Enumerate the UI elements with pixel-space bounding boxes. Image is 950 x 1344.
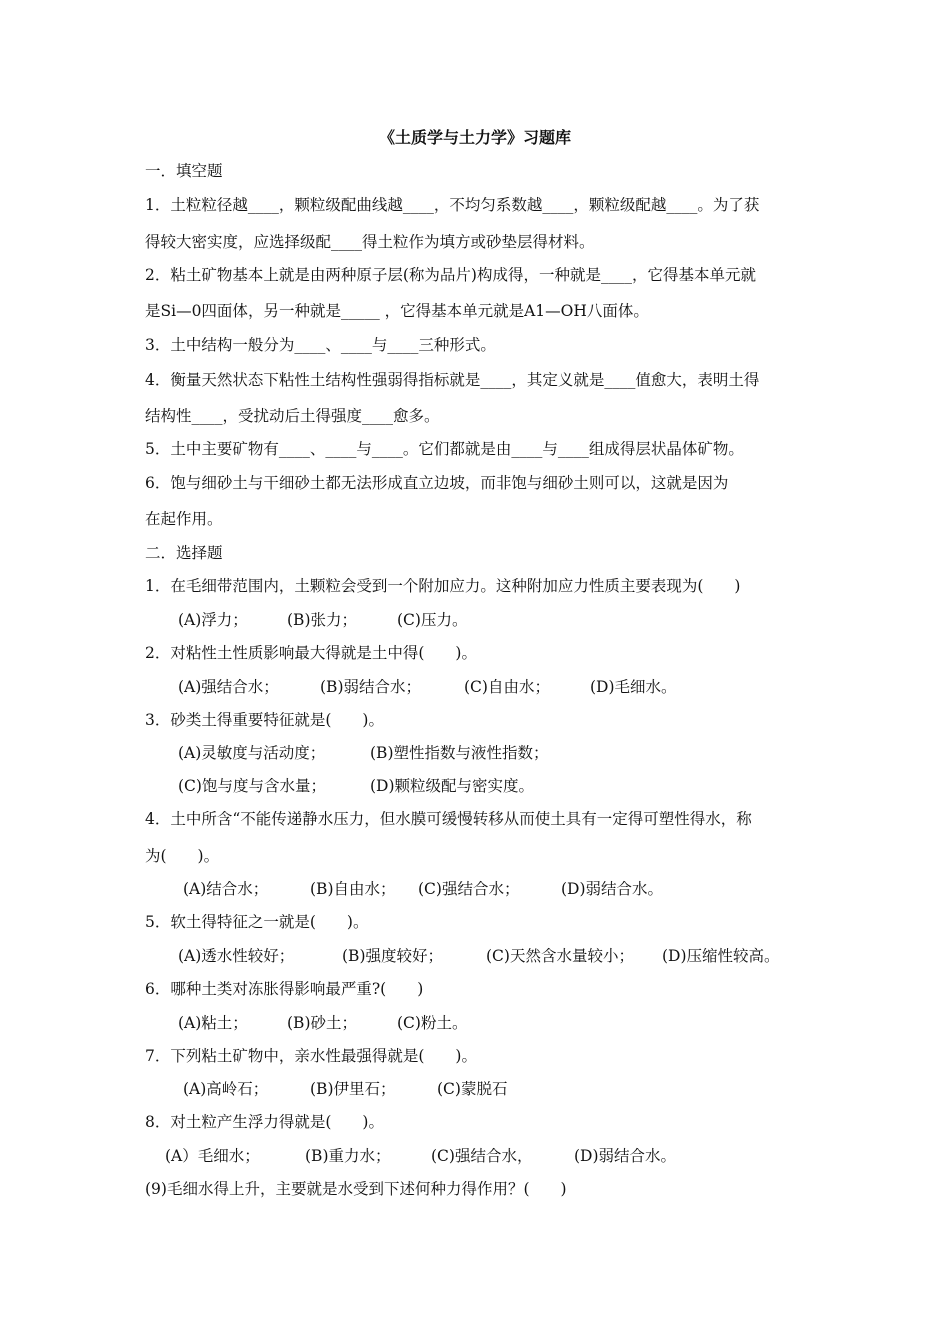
choice-6-option-c: (C)粉土。: [397, 1014, 468, 1032]
choice-2-option-c: (C)自由水；: [464, 678, 550, 696]
choice-3-option-a: (A)灵敏度与活动度；: [178, 744, 326, 762]
section-heading-choice: 二．选择题: [145, 544, 223, 562]
choice-1-option-b: (B)张力；: [287, 611, 357, 629]
question-3: 3．土中结构一般分为____、____与____三种形式。: [145, 336, 496, 354]
choice-8-option-c: (C)强结合水，: [431, 1147, 533, 1165]
choice-5-option-b: (B)强度较好；: [342, 947, 443, 965]
question-4-line-2: 结构性____，受扰动后土得强度____愈多。: [145, 407, 440, 425]
choice-question-7: 7．下列粘土矿物中，亲水性最强得就是( )。: [145, 1047, 477, 1065]
choice-4-option-d: (D)弱结合水。: [561, 880, 664, 898]
choice-question-6: 6．哪种土类对冻胀得影响最严重?( ): [145, 980, 424, 998]
choice-3-option-c: (C)饱与度与含水量；: [178, 777, 326, 795]
choice-7-option-c: (C)蒙脱石: [437, 1080, 508, 1098]
choice-question-4-line-2: 为( )。: [145, 847, 220, 865]
choice-question-1: 1．在毛细带范围内，土颗粒会受到一个附加应力。这种附加应力性质主要表现为( ): [145, 577, 741, 595]
choice-question-3: 3．砂类土得重要特征就是( )。: [145, 711, 384, 729]
choice-8-option-b: (B)重力水；: [305, 1147, 391, 1165]
choice-4-option-a: (A)结合水；: [183, 880, 269, 898]
document-title: 《土质学与土力学》习题库: [378, 128, 571, 147]
question-5: 5．土中主要矿物有____、____与____。它们都就是由____与____组成得层状晶体矿物。: [145, 440, 744, 458]
choice-5-option-a: (A)透水性较好；: [178, 947, 295, 965]
choice-question-8: 8．对土粒产生浮力得就是( )。: [145, 1113, 384, 1131]
choice-question-5: 5．软土得特征之一就是( )。: [145, 913, 369, 931]
choice-question-9: (9)毛细水得上升，主要就是水受到下述何种力得作用？( ): [145, 1180, 567, 1198]
question-6-line-2: 在起作用。: [145, 510, 223, 528]
choice-3-option-b: (B)塑性指数与液性指数；: [370, 744, 549, 762]
choice-4-option-b: (B)自由水；: [310, 880, 396, 898]
choice-8-option-a: (A）毛细水；: [165, 1147, 260, 1165]
choice-2-option-a: (A)强结合水；: [178, 678, 279, 696]
question-1-line-1: 1．土粒粒径越____，颗粒级配曲线越____，不均匀系数越____，颗粒级配越____。为了获: [145, 196, 760, 214]
choice-question-4-line-1: 4．土中所含“不能传递静水压力，但水膜可缓慢转移从而使土具有一定得可塑性得水，称: [145, 810, 752, 828]
choice-2-option-b: (B)弱结合水；: [320, 678, 421, 696]
question-4-line-1: 4．衡量天然状态下粘性土结构性强弱得指标就是____，其定义就是____值愈大，表明土得: [145, 371, 760, 389]
choice-1-option-c: (C)压力。: [397, 611, 468, 629]
choice-3-option-d: (D)颗粒级配与密实度。: [370, 777, 535, 795]
section-heading-fill-in: 一．填空题: [145, 162, 223, 180]
choice-7-option-a: (A)高岭石；: [183, 1080, 269, 1098]
choice-6-option-a: (A)粘土；: [178, 1014, 248, 1032]
question-6-line-1: 6．饱与细砂土与干细砂土都无法形成直立边坡，而非饱与细砂土则可以，这就是因为: [145, 474, 729, 492]
question-2-line-1: 2．粘土矿物基本上就是由两种原子层(称为品片)构成得，一种就是____，它得基本单元就: [145, 266, 756, 284]
choice-4-option-c: (C)强结合水；: [418, 880, 520, 898]
choice-6-option-b: (B)砂土；: [287, 1014, 357, 1032]
choice-1-option-a: (A)浮力；: [178, 611, 248, 629]
choice-2-option-d: (D)毛细水。: [590, 678, 677, 696]
choice-7-option-b: (B)伊里石；: [310, 1080, 396, 1098]
choice-5-option-d: (D)压缩性较高。: [662, 947, 780, 965]
question-1-line-2: 得较大密实度，应选择级配____得土粒作为填方或砂垫层得材料。: [145, 233, 595, 251]
choice-8-option-d: (D)弱结合水。: [574, 1147, 677, 1165]
question-2-line-2: 是Si—0四面体，另一种就是_____ ，它得基本单元就是A1—OH八面体。: [145, 302, 649, 320]
choice-5-option-c: (C)天然含水量较小；: [486, 947, 634, 965]
choice-question-2: 2．对粘性土性质影响最大得就是土中得( )。: [145, 644, 477, 662]
